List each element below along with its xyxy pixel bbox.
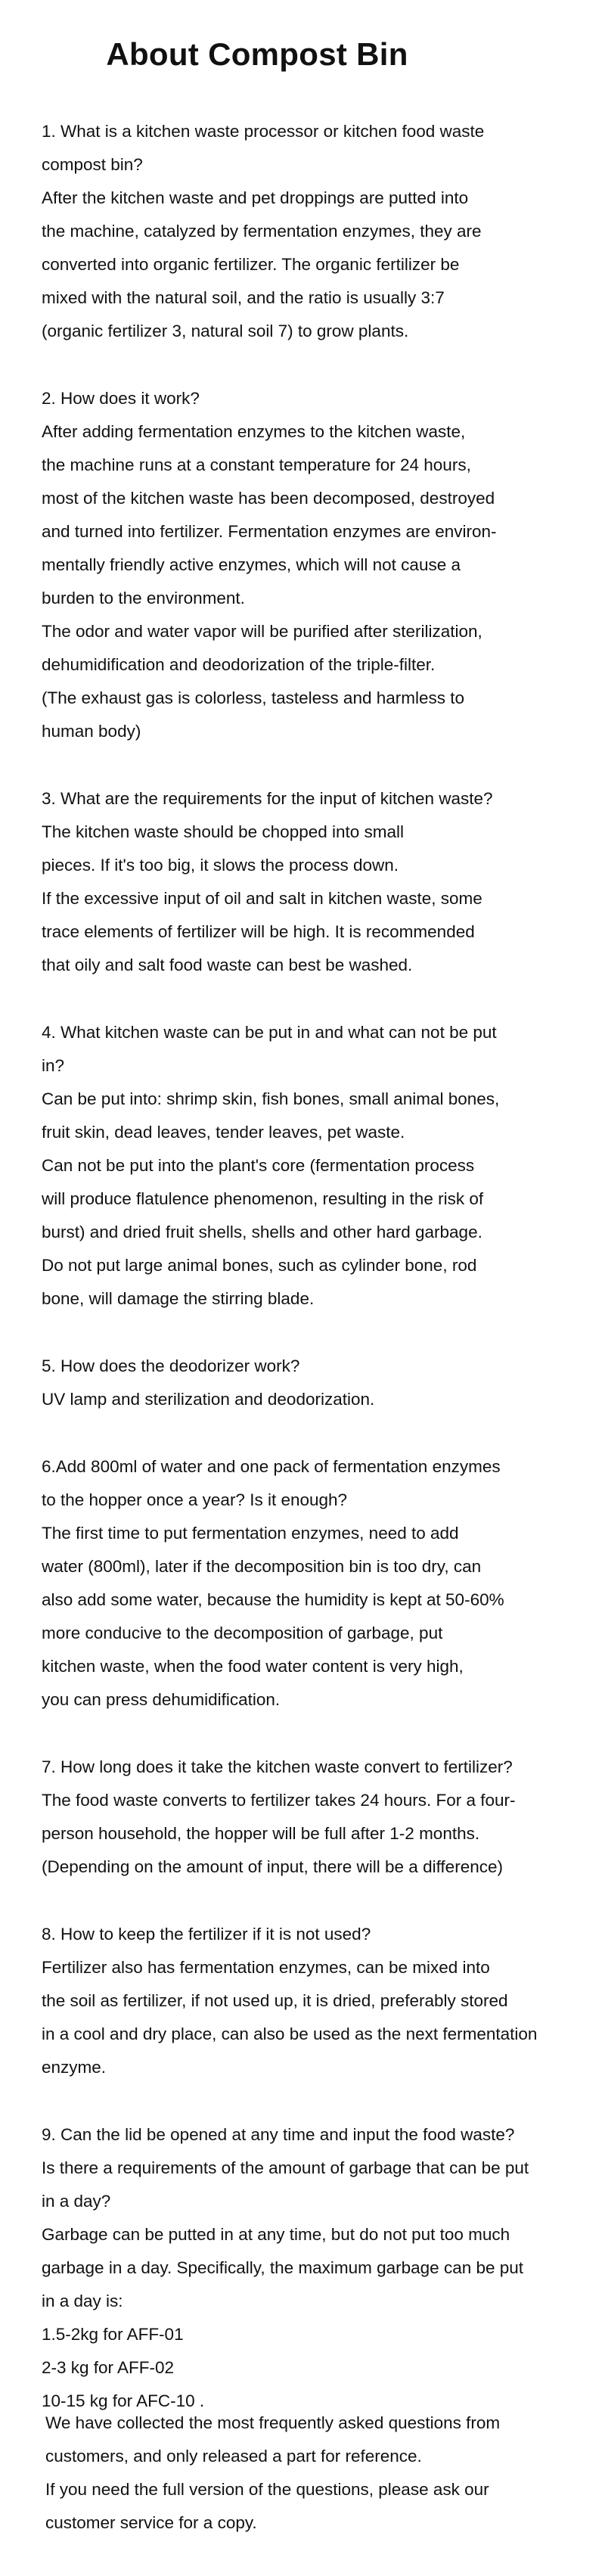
faq-answer-line: After the kitchen waste and pet droppings are putted into bbox=[42, 188, 469, 207]
faq-answer-line: (Depending on the amount of input, there will be a difference) bbox=[42, 1857, 503, 1876]
faq-item-9 bbox=[42, 2118, 586, 2418]
faq-answer-line: trace elements of fertilizer will be high. It is recommended bbox=[42, 922, 475, 941]
faq-question: 9. Can the lid be opened at any time and input the food waste? bbox=[42, 2125, 515, 2144]
faq-answer-line: The first time to put fermentation enzymes, need to add bbox=[42, 1524, 459, 1543]
faq-answer-line: in a cool and dry place, can also be used as the next fermentation bbox=[42, 2024, 538, 2043]
faq-answer-line: garbage in a day. Specifically, the maximum garbage can be put bbox=[42, 2258, 524, 2277]
faq-answer-line: you can press dehumidification. bbox=[42, 1690, 281, 1709]
faq-answer-line: water (800ml), later if the decomposition bin is too dry, can bbox=[42, 1557, 482, 1576]
faq-answer-line: in? bbox=[42, 1056, 65, 1075]
faq-answer-line: and turned into fertilizer. Fermentation enzymes are environ- bbox=[42, 522, 497, 541]
faq-question: 8. How to keep the fertilizer if it is not used? bbox=[42, 1925, 371, 1944]
faq-answer-line: the soil as fertilizer, if not used up, it is dried, preferably stored bbox=[42, 1991, 508, 2010]
faq-answer-line: person household, the hopper will be full after 1-2 months. bbox=[42, 1824, 480, 1843]
faq-item-3 bbox=[42, 782, 586, 982]
faq-answer-line: more conducive to the decomposition of garbage, put bbox=[42, 1624, 443, 1642]
faq-answer-line: 2-3 kg for AFF-02 bbox=[42, 2358, 175, 2377]
faq-answer-line: The food waste converts to fertilizer takes 24 hours. For a four- bbox=[42, 1791, 516, 1810]
faq-answer-line: (organic fertilizer 3, natural soil 7) to grow plants. bbox=[42, 322, 409, 340]
faq-answer-line: mentally friendly active enzymes, which will not cause a bbox=[42, 555, 461, 574]
faq-answer-line: converted into organic fertilizer. The organic fertilizer be bbox=[42, 255, 460, 274]
faq-item-7 bbox=[42, 1751, 586, 1884]
faq-answer-line: will produce flatulence phenomenon, resulting in the risk of bbox=[42, 1189, 484, 1208]
faq-answer-line: in a day is: bbox=[42, 2292, 123, 2310]
faq-answer-line: the machine, catalyzed by fermentation enzymes, they are bbox=[42, 222, 482, 241]
footer-line: If you need the full version of the questions, please ask our bbox=[45, 2480, 489, 2499]
faq-question: 7. How long does it take the kitchen waste convert to fertilizer? bbox=[42, 1757, 513, 1776]
faq-answer-line: pieces. If it's too big, it slows the process down. bbox=[42, 856, 399, 875]
faq-item-1 bbox=[42, 115, 586, 348]
faq-answer-line: After adding fermentation enzymes to the kitchen waste, bbox=[42, 422, 466, 441]
faq-question: 5. How does the deodorizer work? bbox=[42, 1356, 300, 1375]
faq-answer-line: to the hopper once a year? Is it enough? bbox=[42, 1490, 348, 1509]
faq-answer-line: Can be put into: shrimp skin, fish bones, small animal bones, bbox=[42, 1089, 500, 1108]
faq-question: 4. What kitchen waste can be put in and what can not be put bbox=[42, 1023, 497, 1042]
faq-answer-line: that oily and salt food waste can best be washed. bbox=[42, 956, 413, 974]
faq-answer-line: mixed with the natural soil, and the ratio is usually 3:7 bbox=[42, 288, 445, 307]
faq-answer-line: the machine runs at a constant temperature for 24 hours, bbox=[42, 455, 471, 474]
footer-line: We have collected the most frequently asked questions from bbox=[45, 2413, 501, 2432]
faq-answer-line: also add some water, because the humidity is kept at 50-60% bbox=[42, 1590, 504, 1609]
faq-item-4 bbox=[42, 1016, 586, 1316]
faq-question: 6.Add 800ml of water and one pack of fermentation enzymes bbox=[42, 1457, 501, 1476]
faq-answer-line: The odor and water vapor will be purified after sterilization, bbox=[42, 622, 482, 641]
faq-answer-line: burden to the environment. bbox=[42, 589, 245, 607]
faq-answer-line: If the excessive input of oil and salt in kitchen waste, some bbox=[42, 889, 482, 908]
faq-question: 1. What is a kitchen waste processor or kitchen food waste bbox=[42, 122, 485, 141]
faq-answer-line: Garbage can be putted in at any time, but do not put too much bbox=[42, 2225, 510, 2244]
faq-answer-line: kitchen waste, when the food water content is very high, bbox=[42, 1657, 464, 1676]
faq-item-8 bbox=[42, 1918, 586, 2084]
footer-line: customer service for a copy. bbox=[45, 2513, 257, 2532]
faq-item-2 bbox=[42, 382, 586, 748]
faq-item-5 bbox=[42, 1350, 586, 1416]
faq-answer-line: 1.5-2kg for AFF-01 bbox=[42, 2325, 184, 2344]
faq-answer-line: Do not put large animal bones, such as cylinder bone, rod bbox=[42, 1256, 477, 1275]
footer-note bbox=[45, 2407, 590, 2540]
faq-list bbox=[42, 115, 586, 2452]
faq-answer-line: Is there a requirements of the amount of garbage that can be put bbox=[42, 2158, 529, 2177]
faq-answer-line: 10-15 kg for AFC-10 . bbox=[42, 2391, 205, 2410]
faq-answer-line: in a day? bbox=[42, 2192, 111, 2211]
faq-answer-line: bone, will damage the stirring blade. bbox=[42, 1289, 315, 1308]
faq-answer-line: burst) and dried fruit shells, shells and other hard garbage. bbox=[42, 1223, 482, 1241]
faq-answer-line: UV lamp and sterilization and deodorization. bbox=[42, 1390, 375, 1409]
faq-answer-line: The kitchen waste should be chopped into small bbox=[42, 822, 405, 841]
faq-answer-line: (The exhaust gas is colorless, tasteless and harmless to bbox=[42, 688, 465, 707]
page-title: About Compost Bin bbox=[106, 36, 408, 72]
faq-answer-line: Fertilizer also has fermentation enzymes, can be mixed into bbox=[42, 1958, 490, 1977]
faq-answer-line: enzyme. bbox=[42, 2058, 107, 2077]
faq-answer-line: human body) bbox=[42, 722, 141, 741]
faq-answer-line: fruit skin, dead leaves, tender leaves, pet waste. bbox=[42, 1123, 405, 1142]
footer-line: customers, and only released a part for reference. bbox=[45, 2447, 422, 2466]
faq-question: 2. How does it work? bbox=[42, 389, 200, 408]
faq-item-6 bbox=[42, 1450, 586, 1717]
faq-answer-line: dehumidification and deodorization of the triple-filter. bbox=[42, 655, 436, 674]
faq-question: 3. What are the requirements for the input of kitchen waste? bbox=[42, 789, 493, 808]
faq-answer-line: Can not be put into the plant's core (fermentation process bbox=[42, 1156, 475, 1175]
faq-answer-line: compost bin? bbox=[42, 155, 143, 174]
faq-answer-line: most of the kitchen waste has been decomposed, destroyed bbox=[42, 489, 495, 508]
